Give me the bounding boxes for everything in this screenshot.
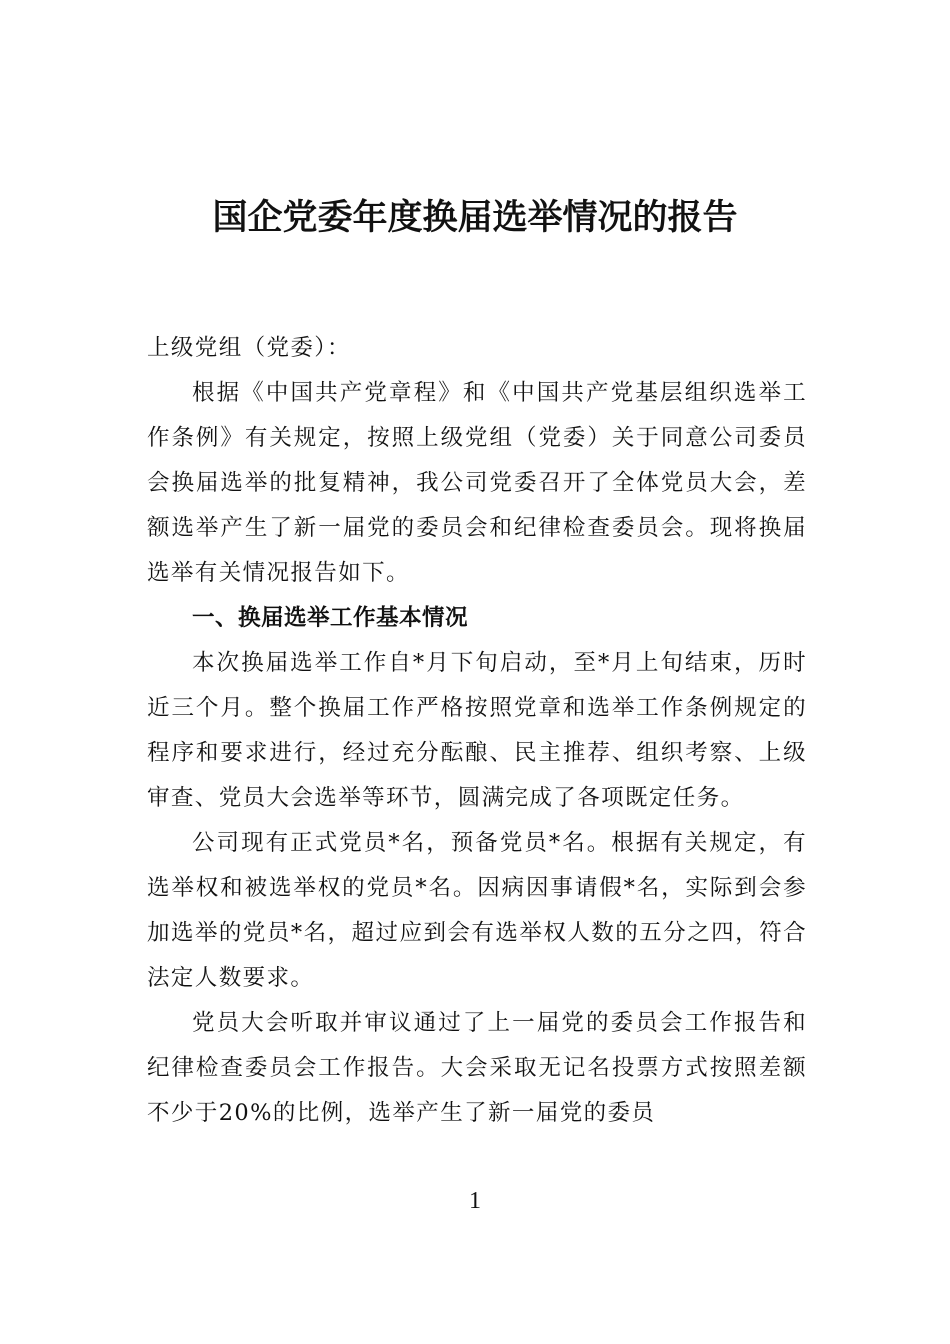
intro-paragraph: 根据《中国共产党章程》和《中国共产党基层组织选举工作条例》有关规定，按照上级党组（党委）关于同意公司委员会换届选举的批复精神，我公司党委召开了全体党员大会，差额选举产生了新一届党的委员会和纪律检查委员会。现将换届选举有关情况报告如下。 bbox=[147, 380, 807, 586]
document-body bbox=[147, 326, 807, 1136]
salutation: 上级党组（党委）： bbox=[147, 335, 351, 361]
page-number: 1 bbox=[469, 1188, 481, 1214]
section-heading: 一、换届选举工作基本情况 bbox=[192, 605, 469, 631]
section-paragraph-members: 公司现有正式党员*名，预备党员*名。根据有关规定，有选举权和被选举权的党员*名。因病因事请假*名，实际到会参加选举的党员*名，超过应到会有选举权人数的五分之四，符合法定人数要求。 bbox=[147, 830, 807, 991]
section-paragraph-timeline: 本次换届选举工作自*月下旬启动，至*月上旬结束，历时近三个月。整个换届工作严格按照党章和选举工作条例规定的程序和要求进行，经过充分酝酿、民主推荐、组织考察、上级审查、党员大会选举等环节，圆满完成了各项既定任务。 bbox=[147, 650, 807, 811]
document-title: 国企党委年度换届选举情况的报告 bbox=[212, 197, 738, 238]
section-paragraph-election: 党员大会听取并审议通过了上一届党的委员会工作报告和纪律检查委员会工作报告。大会采取无记名投票方式按照差额不少于20%的比例，选举产生了新一届党的委员 bbox=[147, 1010, 807, 1126]
